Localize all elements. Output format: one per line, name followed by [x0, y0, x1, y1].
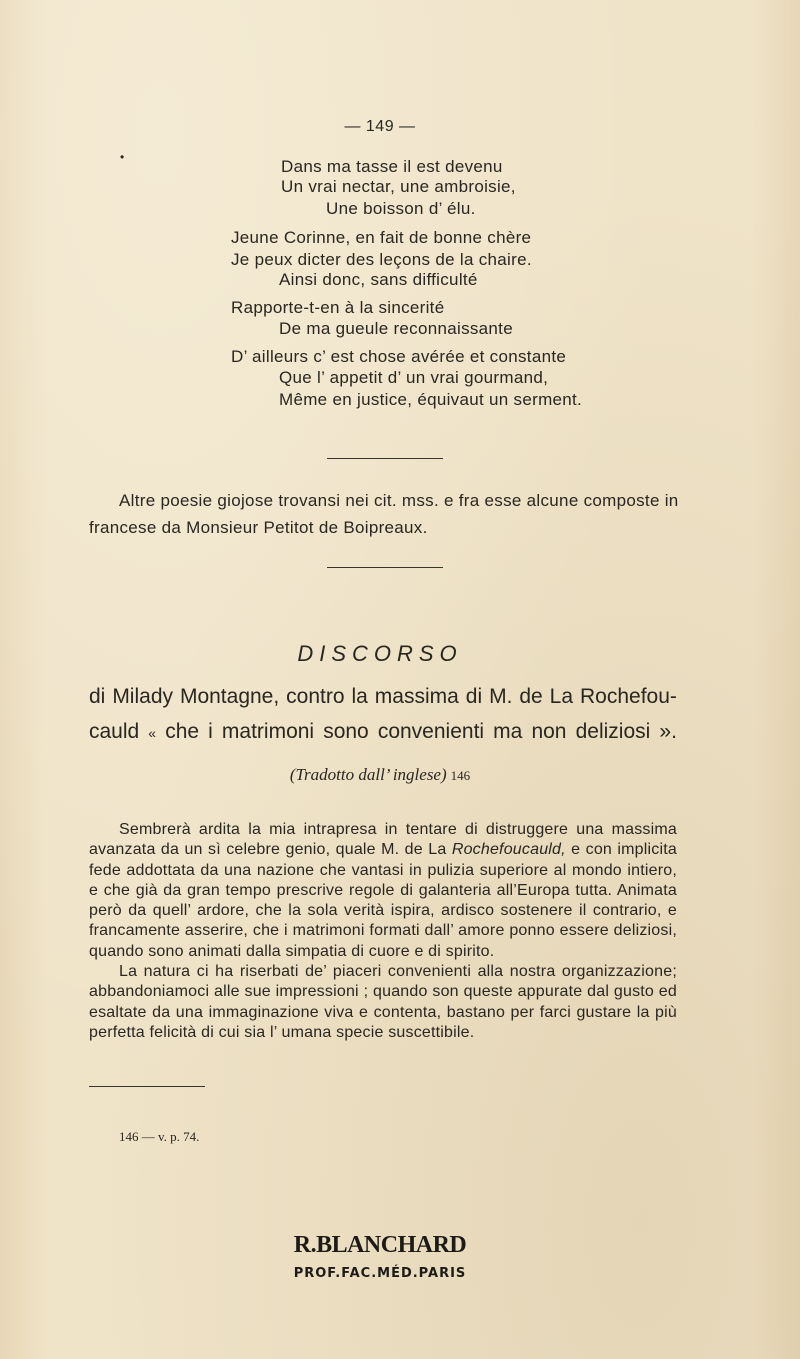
translation-text: (Tradotto dall’ inglese)	[289, 765, 447, 784]
title-word: de	[519, 685, 543, 708]
note-line: Altre poesie giojose trovansi nei cit. mss. e fra esse alcune composte in	[119, 491, 679, 510]
title-word: Rochefou-	[579, 685, 677, 708]
footnote-divider	[89, 1086, 205, 1087]
title-word: massima	[374, 685, 459, 708]
title-word: Milady	[112, 685, 173, 708]
library-stamp-subtitle: PROF.FAC.MÉD.PARIS	[293, 1266, 467, 1281]
title-word: convenienti	[377, 720, 485, 743]
title-word: M.	[489, 685, 513, 708]
title-word: sono	[323, 720, 369, 743]
page-number: — 149 —	[344, 118, 416, 135]
title-word: di	[465, 685, 483, 708]
poem-line: Je peux dicter des leçons de la chaire.	[231, 250, 532, 269]
title-word: i	[208, 720, 213, 743]
body-text	[89, 820, 677, 1043]
paragraph-text: Sembrerà ardita la mia intrapresa in tentare di distruggere una massima avanzata da un sì celebre genio, quale M. de La	[89, 821, 677, 859]
title-word: ».	[659, 720, 677, 743]
title-word: matrimoni	[221, 720, 315, 743]
poem-line: Rapporte-t-en à la sincerité	[231, 298, 445, 317]
title-word: che	[165, 720, 200, 743]
poem-line: De ma gueule reconnaissante	[279, 319, 513, 338]
poem-line: Ainsi donc, sans difficulté	[279, 270, 478, 289]
poem-line: Que l’ appetit d’ un vrai gourmand,	[279, 368, 549, 387]
title-word: Montagne,	[179, 685, 280, 708]
title-word: ma	[493, 720, 523, 743]
discourse-title-line	[89, 718, 677, 748]
section-divider	[327, 458, 443, 459]
title-word: «	[148, 725, 157, 741]
poem-line: D’ ailleurs c’ est chose avérée et constante	[231, 347, 567, 366]
title-word: la	[351, 685, 368, 708]
discourse-title-line	[89, 683, 677, 711]
poem-line: Dans ma tasse il est devenu	[281, 157, 503, 176]
title-word: di	[89, 685, 106, 708]
poem-line: Même en justice, équivaut un serment.	[279, 390, 583, 409]
paragraph: La natura ci ha riserbati de’ piaceri convenienti alla nostra organizzazione; abbandoniamoci alle sue impressioni ; quando son queste appurate dal gusto ed esaltate da una immaginazione viva e contenta, bastano per farci gustare la più perfetta felicità di cui sia l’ umana specie suscettibile.	[89, 963, 677, 1041]
footnote-reference: 146	[450, 768, 471, 783]
paragraph	[89, 820, 677, 962]
footnote: 146 — v. p. 74.	[119, 1129, 200, 1144]
section-divider	[327, 567, 443, 568]
title-word: contro	[286, 685, 345, 708]
title-word: non	[531, 720, 567, 743]
title-word: La	[549, 685, 574, 708]
title-word: cauld	[89, 720, 140, 743]
poem-line: Jeune Corinne, en fait de bonne chère	[231, 228, 532, 247]
poem-line: Une boisson d’ élu.	[326, 199, 476, 218]
library-stamp-name: R.BLANCHARD	[293, 1232, 467, 1258]
stray-mark: •	[120, 150, 125, 164]
poem-line: Un vrai nectar, une ambroisie,	[281, 177, 516, 196]
section-heading: DISCORSO	[297, 641, 463, 666]
translation-note	[0, 765, 760, 785]
paragraph-italic-name: Rochefoucauld,	[451, 841, 566, 859]
title-word: deliziosi	[575, 720, 651, 743]
paragraph-text: e con implicita fede addottata da una nazione che vantasi in pulizia superiore al mondo intiero, e che già da gran tempo prescrive regole di galanteria all’Europa tutta. Animata però da quell’ ardore, che la sola verità ispira, ardisco sostenere il contrario, e francamente asserire, che i matrimoni formati dall’ amore ponno essere deliziosi, quando sono animati dalla simpatia di cuore e di spirito.	[89, 841, 677, 960]
note-line: francese da Monsieur Petitot de Boipreaux.	[89, 518, 428, 537]
